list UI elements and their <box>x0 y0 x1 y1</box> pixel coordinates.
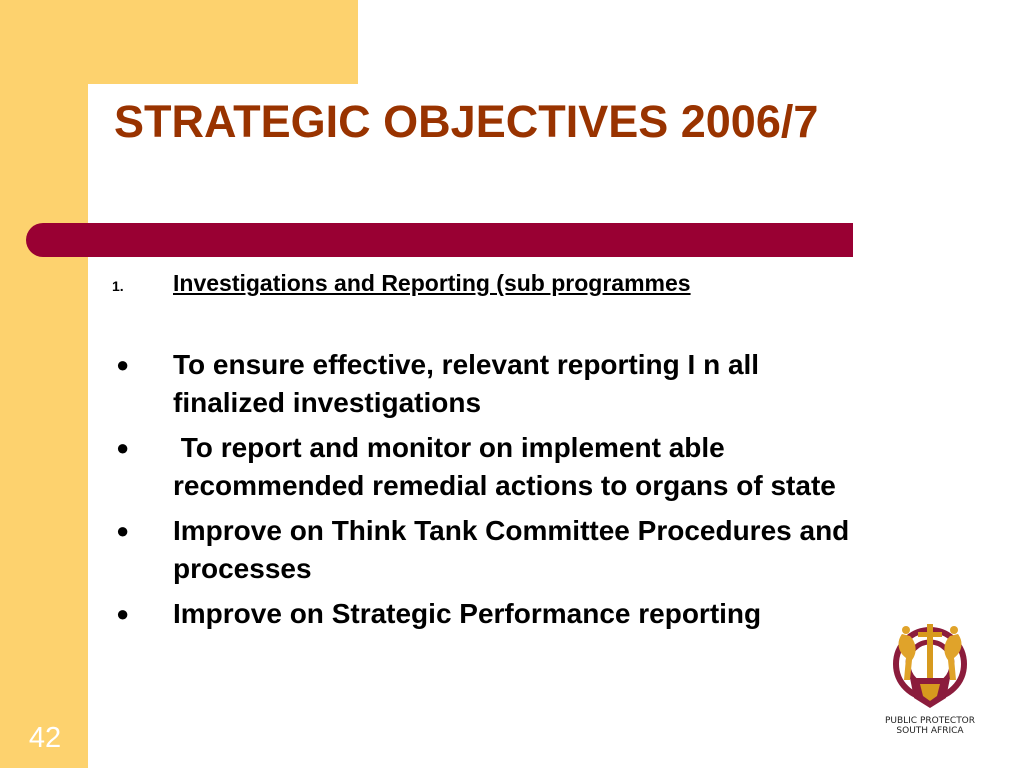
logo-line-2: SOUTH AFRICA <box>896 726 964 736</box>
left-accent-band <box>0 0 88 768</box>
public-protector-logo <box>880 618 980 744</box>
title-rule-bar <box>26 223 853 257</box>
public-protector-emblem-icon <box>880 618 980 714</box>
list-item-text: Improve on Strategic Performance reporting <box>173 598 762 629</box>
slide-title: STRATEGIC OBJECTIVES 2006/7 <box>114 96 819 147</box>
list-item-text: To report and monitor on implement able recommended remedial actions to organs of state <box>173 432 836 501</box>
top-accent-band <box>0 0 358 84</box>
numbered-item <box>112 270 832 300</box>
bullet-marker: ● <box>116 518 130 543</box>
bullet-marker: ● <box>116 435 130 460</box>
list-item-text: To ensure effective, relevant reporting I n all finalized investigations <box>173 349 767 418</box>
list-item <box>112 346 862 422</box>
page-number: 42 <box>28 722 62 754</box>
list-item <box>112 512 862 588</box>
item-number: 1. <box>112 278 124 294</box>
section-heading: Investigations and Reporting (sub programmes <box>173 270 691 296</box>
objectives-list <box>112 346 862 640</box>
list-item <box>112 595 862 633</box>
bullet-marker: ● <box>116 601 130 626</box>
bullet-marker: ● <box>116 352 130 377</box>
list-item <box>112 429 862 505</box>
logo-caption <box>880 716 980 736</box>
list-item-text: Improve on Think Tank Committee Procedures and processes <box>173 515 858 584</box>
logo-line-1: PUBLIC PROTECTOR <box>884 716 976 726</box>
